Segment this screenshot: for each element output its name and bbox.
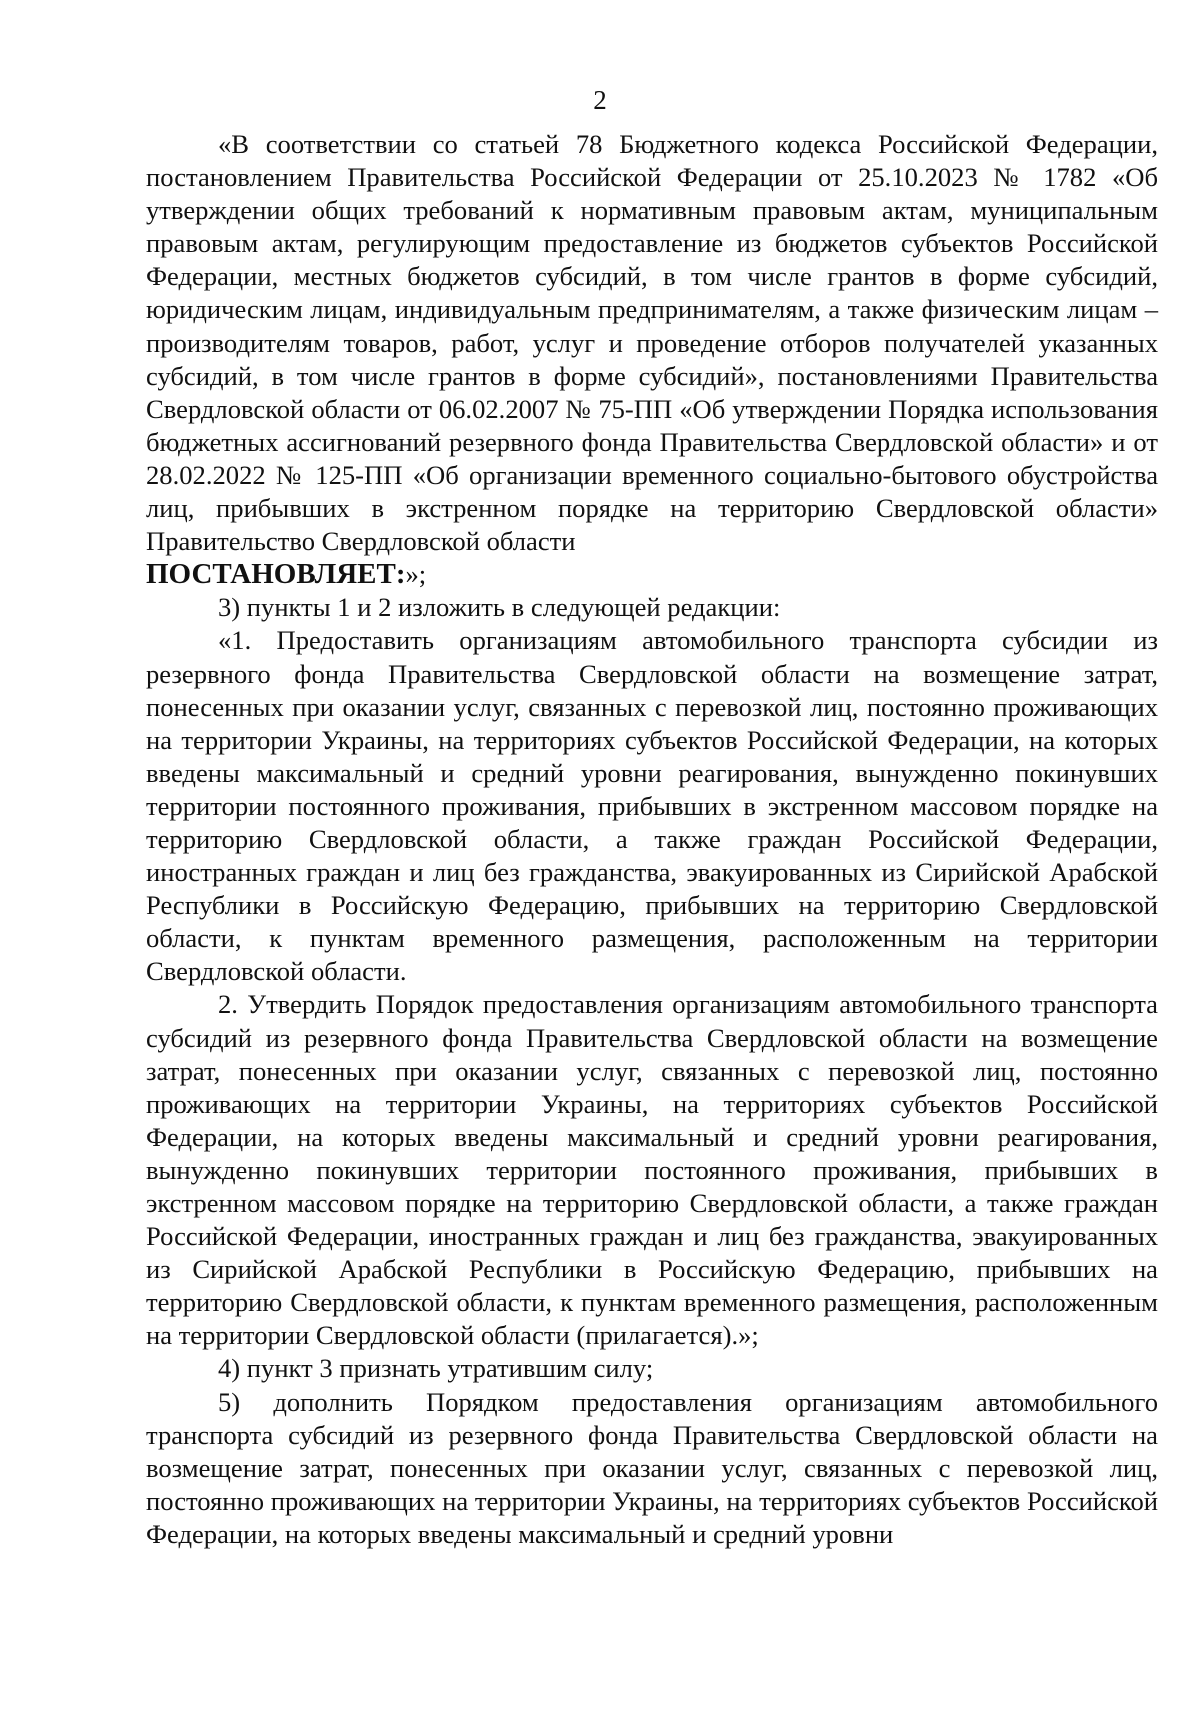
paragraph-item-3: 3) пункты 1 и 2 изложить в следующей редакции: xyxy=(218,592,781,623)
decree-word: ПОСТАНОВЛЯЕТ: xyxy=(146,558,406,591)
paragraph-point-1: «1. Предоставить организациям автомобильного транспорта субсидии из резервного фонда Правительства Свердловской области на возмещение затрат, понесенных при оказании услуг, связанных с перевозкой лиц, постоянно проживающих на территории Украины, на территориях субъектов Российской Федерации, на которых введены максимальный и средний уровни реагирования, вынужденно покинувших территории постоянного проживания, прибывших в экстренном массовом порядке на территорию Свердловской области, а также граждан Российской Федерации, иностранных граждан и лиц без гражданства, эвакуированных из Сирийской Арабской Республики в Российскую Федерацию, прибывших на территорию Свердловской области, к пунктам временного размещения, расположенным на территории Свердловской области. xyxy=(146,625,1158,987)
paragraph-legal-basis: «В соответствии со статьей 78 Бюджетного кодекса Российской Федерации, постановлением Правительства Российской Федерации от 25.10.2023 № 1782 «Об утверждении общих требований к нормативным правовым актам, муниципальным правовым актам, регулирующим предоставление из бюджетов субъектов Российской Федерации, местных бюджетов субсидий, в том числе грантов в форме субсидий, юридическим лицам, индивидуальным предпринимателям, а также физическим лицам – производителям товаров, работ, услуг и проведение отборов получателей указанных субсидий, в том числе грантов в форме субсидий», постановлениями Правительства Свердловской области от 06.02.2007 № 75-ПП «Об утверждении Порядка использования бюджетных ассигнований резервного фонда Правительства Свердловской области» и от 28.02.2022 № 125-ПП «Об организации временного социально-бытового обустройства лиц, прибывших в экстренном порядке на территорию Свердловской области» Правительство Свердловской области xyxy=(146,129,1158,557)
paragraph-decree xyxy=(146,558,1158,591)
paragraph-item-5: 5) дополнить Порядком предоставления организациям автомобильного транспорта субсидий из резервного фонда Правительства Свердловской области на возмещение затрат, понесенных при оказании услуг, связанных с перевозкой лиц, постоянно проживающих на территории Украины, на территориях субъектов Российской Федерации, на которых введены максимальный и средний уровни xyxy=(146,1386,1158,1549)
decree-tail: »; xyxy=(405,559,427,590)
document-body xyxy=(146,128,1158,1551)
page-number: 2 xyxy=(593,85,607,115)
paragraph-item-4: 4) пункт 3 признать утратившим силу; xyxy=(218,1353,654,1384)
paragraph-point-2: 2. Утвердить Порядок предоставления организациям автомобильного транспорта субсидий из резервного фонда Правительства Свердловской области на возмещение затрат, понесенных при оказании услуг, связанных с перевозкой лиц, постоянно проживающих на территории Украины, на территориях субъектов Российской Федерации, на которых введены максимальный и средний уровни реагирования, вынужденно покинувших территории постоянного проживания, прибывших в экстренном массовом порядке на территорию Свердловской области, а также граждан Российской Федерации, иностранных граждан и лиц без гражданства, эвакуированных из Сирийской Арабской Республики в Российскую Федерацию, прибывших на территорию Свердловской области, к пунктам временного размещения, расположенным на территории Свердловской области (прилагается).»; xyxy=(146,989,1158,1351)
